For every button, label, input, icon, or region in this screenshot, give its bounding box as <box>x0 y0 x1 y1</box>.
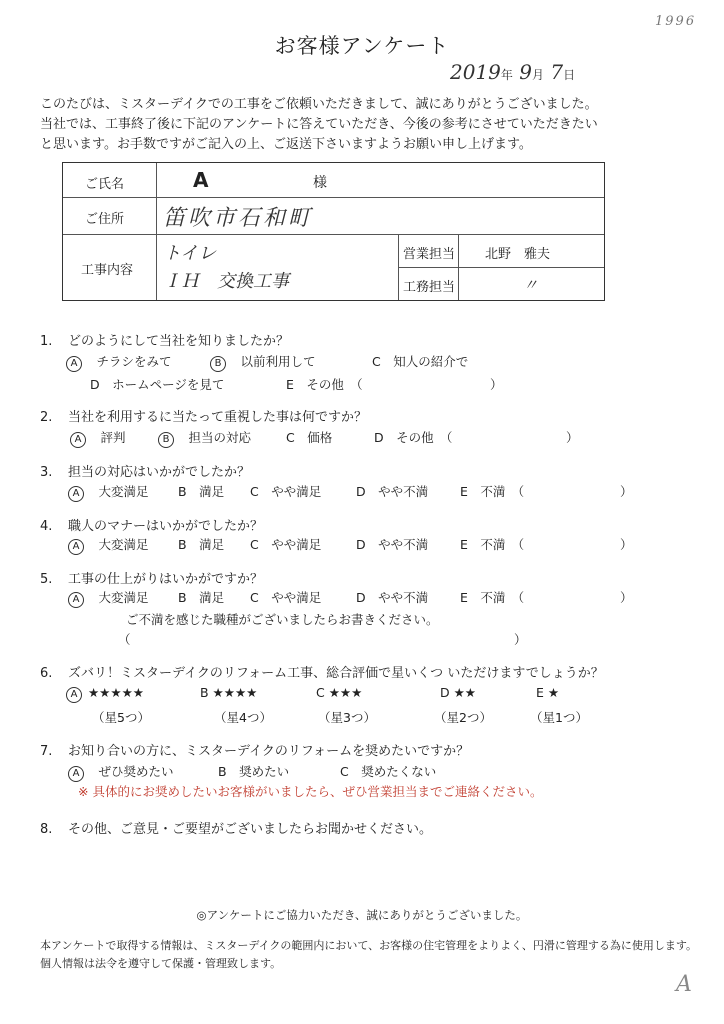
question-number: 7. <box>40 744 53 759</box>
question-number: 6. <box>40 666 53 681</box>
option-c[interactable]: C 奨めたくない <box>340 764 437 779</box>
selected-circle-icon: B <box>158 432 174 448</box>
option-d[interactable]: D ホームページを見て <box>90 377 225 392</box>
thanks-message: ◎アンケートにご協力いただき、誠にありがとうございました。 <box>196 908 528 922</box>
option-c[interactable]: C 知人の紹介で <box>372 354 469 369</box>
question-text: お知り合いの方に、ミスターデイクのリフォームを奨めたいですか？ <box>68 744 470 759</box>
works-label: 工務担当 <box>403 280 456 295</box>
address-label: ご住所 <box>85 212 125 227</box>
privacy-line: 本アンケートで取得する情報は、ミスターデイクの範囲内において、お客様の住宅管理をよりよく、円滑に管理する為に使用します。 <box>40 939 698 952</box>
date <box>450 60 575 84</box>
option-b[interactable]: B 奨めたい <box>218 764 290 779</box>
question-number: 4. <box>40 519 53 534</box>
selected-circle-icon: A <box>68 766 84 782</box>
option-d[interactable]: D やや不満 <box>356 590 429 605</box>
star-count-label: （星5つ） <box>92 710 150 725</box>
option-a[interactable]: A 大変満足 <box>68 588 149 608</box>
option-a[interactable]: A ぜひ奨めたい <box>68 762 174 782</box>
paren-open[interactable]: （ <box>118 632 131 647</box>
selected-circle-icon: A <box>66 687 82 703</box>
question-1 <box>40 330 289 349</box>
sales-label: 営業担当 <box>403 247 456 262</box>
selected-circle-icon: B <box>210 356 226 372</box>
table-divider <box>398 267 604 268</box>
star-count-label: （星2つ） <box>434 710 492 725</box>
question-text: どのようにして当社を知りましたか？ <box>68 334 290 349</box>
selected-circle-icon: A <box>68 592 84 608</box>
question-4 <box>40 515 263 534</box>
option-d[interactable]: D ★★ <box>440 685 477 700</box>
work-value-line2[interactable]: ＩＨ 交換工事 <box>163 271 289 292</box>
question-3 <box>40 461 250 480</box>
option-c[interactable]: C やや満足 <box>250 484 322 499</box>
table-divider <box>398 234 399 300</box>
question-text: 工事の仕上がりはいかがですか？ <box>68 572 264 587</box>
question-number: 8. <box>40 822 53 837</box>
work-value-line1[interactable]: トイレ <box>163 243 217 264</box>
paren-close: ） <box>566 430 579 445</box>
option-e[interactable]: E 不満 （ <box>460 590 525 605</box>
name-suffix: 様 <box>313 175 327 191</box>
table-divider <box>63 197 604 198</box>
name-value[interactable]: A <box>193 168 209 192</box>
option-a[interactable]: A 大変満足 <box>68 482 149 502</box>
sales-value[interactable]: 北野 雅夫 <box>485 247 551 262</box>
paren-close: ） <box>620 537 633 552</box>
option-d[interactable]: D その他 （ <box>374 430 453 445</box>
option-b[interactable]: B 担当の対応 <box>158 428 251 448</box>
question-number: 3. <box>40 465 53 480</box>
bottom-mark: A <box>676 972 692 997</box>
question-text: 職人のマナーはいかがでしたか？ <box>68 519 264 534</box>
date-year: 2019 <box>450 60 501 84</box>
option-b[interactable]: B 以前利用して <box>210 352 316 372</box>
question-8 <box>40 818 432 837</box>
table-divider <box>458 234 459 300</box>
works-value[interactable]: 〃 <box>523 276 539 294</box>
intro-text <box>40 95 690 155</box>
star-count-label: （星1つ） <box>530 710 588 725</box>
option-a[interactable]: A 大変満足 <box>68 535 149 555</box>
option-e[interactable]: E 不満 （ <box>460 537 525 552</box>
customer-info-table <box>62 162 605 301</box>
table-divider <box>63 234 604 235</box>
question-number: 5. <box>40 572 53 587</box>
date-day: 7 <box>550 60 564 84</box>
privacy-notice <box>40 937 697 973</box>
paren-close: ） <box>620 590 633 605</box>
document-number: 1996 <box>655 14 697 29</box>
option-b[interactable]: B 満足 <box>178 484 225 499</box>
selected-circle-icon: A <box>66 356 82 372</box>
question-2 <box>40 406 367 425</box>
work-label: 工事内容 <box>81 263 134 278</box>
page-title: お客様アンケート <box>274 34 450 58</box>
option-e[interactable]: E 不満 （ <box>460 484 525 499</box>
option-a[interactable]: A チラシをみて <box>66 352 172 372</box>
option-e[interactable]: E その他 （ <box>286 377 363 392</box>
table-divider <box>156 163 157 300</box>
recommendation-note: ※ 具体的にお奨めしたいお客様がいましたら、ぜひ営業担当までご連絡ください。 <box>78 784 543 799</box>
option-b[interactable]: B ★★★★ <box>200 685 258 700</box>
date-year-unit: 年 <box>500 68 513 82</box>
option-a[interactable]: A 評判 <box>70 428 126 448</box>
option-c[interactable]: C やや満足 <box>250 537 322 552</box>
name-label: ご氏名 <box>85 177 125 192</box>
date-day-unit: 日 <box>563 68 576 82</box>
selected-circle-icon: A <box>70 432 86 448</box>
paren-close: ） <box>490 377 503 392</box>
option-a[interactable]: A ★★★★★ <box>66 685 144 703</box>
question-note: ご不満を感じた職種がございましたらお書きください。 <box>126 612 439 627</box>
intro-line: と思います。お手数ですがご記入の上、ご返送下さいますようお願い申し上げます。 <box>40 137 532 152</box>
paren-close: ） <box>514 632 527 647</box>
date-month: 9 <box>519 60 533 84</box>
selected-circle-icon: A <box>68 486 84 502</box>
star-count-label: （星4つ） <box>214 710 272 725</box>
option-c[interactable]: C ★★★ <box>316 685 363 700</box>
option-d[interactable]: D やや不満 <box>356 484 429 499</box>
date-month-unit: 月 <box>532 68 545 82</box>
question-5 <box>40 568 263 587</box>
question-text: 担当の対応はいかがでしたか？ <box>68 465 251 480</box>
option-d[interactable]: D やや不満 <box>356 537 429 552</box>
option-c[interactable]: C 価格 <box>286 430 333 445</box>
address-value[interactable]: 笛吹市石和町 <box>163 206 314 231</box>
intro-line: このたびは、ミスターデイクでの工事をご依頼いただきまして、誠にありがとうございました。 <box>40 97 598 112</box>
option-c[interactable]: C やや満足 <box>250 590 322 605</box>
question-number: 1. <box>40 334 53 349</box>
question-text: その他、ご意見・ご要望がございましたらお聞かせください。 <box>68 822 433 837</box>
option-e[interactable]: E ★ <box>536 685 560 700</box>
question-text: 当社を利用するに当たって重視した事は何ですか？ <box>68 410 368 425</box>
option-b[interactable]: B 満足 <box>178 590 225 605</box>
intro-line: 当社では、工事終了後に下記のアンケートに答えていただき、今後の参考にさせていただきたい <box>40 117 598 132</box>
question-7 <box>40 740 469 759</box>
star-count-label: （星3つ） <box>318 710 376 725</box>
question-6 <box>40 662 604 681</box>
question-number: 2. <box>40 410 53 425</box>
question-text: ズバリ！ミスターデイクのリフォーム工事、総合評価で星いくつ いただけますでしょうか？ <box>68 666 604 681</box>
selected-circle-icon: A <box>68 539 84 555</box>
paren-close: ） <box>620 484 633 499</box>
privacy-line: 個人情報は法令を遵守して保護・管理致します。 <box>40 957 282 970</box>
option-b[interactable]: B 満足 <box>178 537 225 552</box>
